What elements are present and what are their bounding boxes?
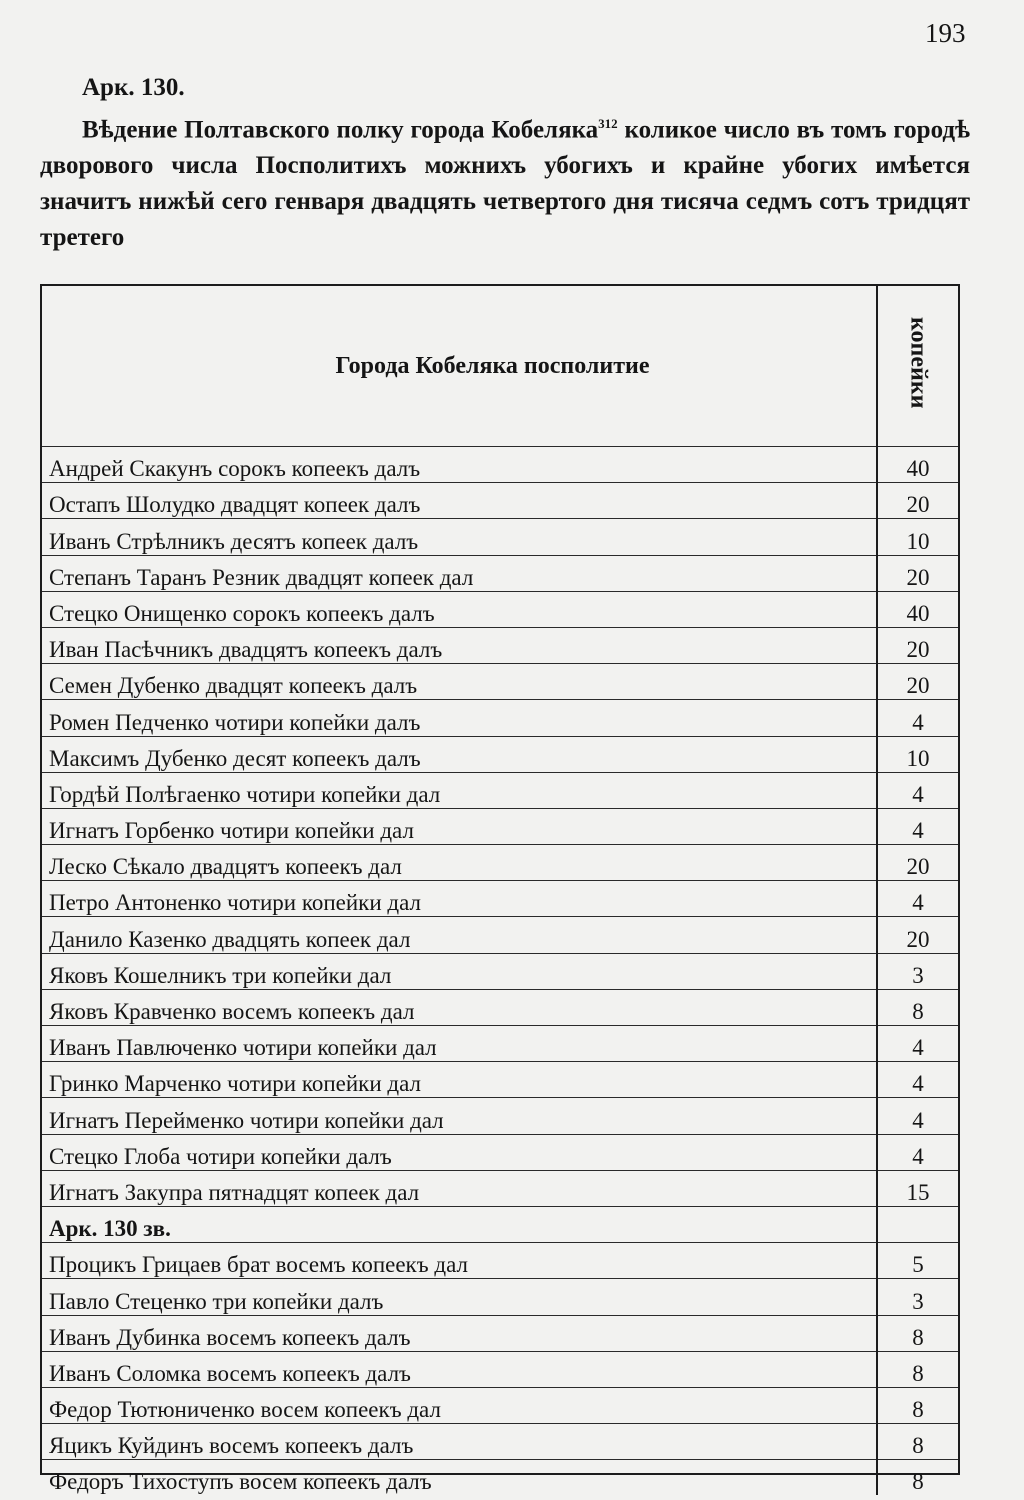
archive-reference-2: Арк. 130 зв. xyxy=(42,1206,877,1242)
person-entry: Иван Пасѣчникъ двадцятъ копеекъ далъ xyxy=(42,627,877,663)
person-entry: Стецко Онищенко сорокъ копеекъ далъ xyxy=(42,591,877,627)
kopecks-amount: 10 xyxy=(877,519,958,555)
table-row xyxy=(42,808,958,844)
table-row xyxy=(42,1315,958,1351)
kopecks-amount: 20 xyxy=(877,627,958,663)
kopecks-amount-empty xyxy=(877,1206,958,1242)
kopecks-amount: 20 xyxy=(877,664,958,700)
person-entry: Игнатъ Закупра пятнадцят копеек дал xyxy=(42,1170,877,1206)
table-row xyxy=(42,447,958,483)
person-entry: Игнатъ Перейменко чотири копейки дал xyxy=(42,1098,877,1134)
kopecks-amount: 4 xyxy=(877,1062,958,1098)
person-entry: Семен Дубенко двадцят копеекъ далъ xyxy=(42,664,877,700)
table-row xyxy=(42,1460,958,1496)
person-entry: Яцикъ Куйдинъ восемъ копеекъ далъ xyxy=(42,1424,877,1460)
kopecks-amount: 15 xyxy=(877,1170,958,1206)
person-entry: Стецко Глоба чотири копейки далъ xyxy=(42,1134,877,1170)
table-header-row xyxy=(42,286,958,447)
table-row xyxy=(42,881,958,917)
footnote-marker: 312 xyxy=(598,116,618,131)
person-entry: Максимъ Дубенко десят копеекъ далъ xyxy=(42,736,877,772)
table-row xyxy=(42,591,958,627)
kopecks-amount: 4 xyxy=(877,772,958,808)
document-heading xyxy=(40,70,970,256)
kopecks-amount: 3 xyxy=(877,1279,958,1315)
table-row xyxy=(42,989,958,1025)
table-row xyxy=(42,1243,958,1279)
page-number: 193 xyxy=(925,18,966,48)
kopecks-amount: 8 xyxy=(877,1315,958,1351)
title-start: Вѣдение Полтавского полку города Кобеляка xyxy=(82,116,599,144)
person-entry: Иванъ Стрѣлникъ десятъ копеек далъ xyxy=(42,519,877,555)
archive-reference: Арк. 130. xyxy=(82,74,185,101)
table-row xyxy=(42,1062,958,1098)
person-entry: Гордѣй Полѣгаенко чотири копейки дал xyxy=(42,772,877,808)
table-row xyxy=(42,1098,958,1134)
person-entry: Ромен Педченко чотири копейки далъ xyxy=(42,700,877,736)
person-entry: Павло Стеценко три копейки далъ xyxy=(42,1279,877,1315)
table-row xyxy=(42,627,958,663)
table-row xyxy=(42,555,958,591)
kopecks-amount: 40 xyxy=(877,447,958,483)
kopecks-amount: 40 xyxy=(877,591,958,627)
table-row xyxy=(42,1387,958,1423)
person-entry: Остапъ Шолудко двадцят копеек далъ xyxy=(42,483,877,519)
person-entry: Петро Антоненко чотири копейки дал xyxy=(42,881,877,917)
table-row xyxy=(42,953,958,989)
kopecks-amount: 20 xyxy=(877,845,958,881)
kopecks-amount: 8 xyxy=(877,989,958,1025)
table-row xyxy=(42,736,958,772)
kopecks-amount: 20 xyxy=(877,555,958,591)
census-table xyxy=(40,284,960,1495)
person-entry: Федор Тютюниченко восем копеекъ дал xyxy=(42,1387,877,1423)
kopecks-amount: 8 xyxy=(877,1460,958,1496)
table-row xyxy=(42,845,958,881)
title-rest: коликое число въ томъ городѣ дворового числа Посполитихъ можнихъ убогихъ и крайне убогих имѣется значитъ нижѣй сего генваря двадцять четвертого дня тисяча седмъ сотъ тридцят третего xyxy=(40,116,970,252)
table-row xyxy=(42,519,958,555)
kopecks-amount: 5 xyxy=(877,1243,958,1279)
kopecks-amount: 4 xyxy=(877,1098,958,1134)
person-entry: Федоръ Тихоступъ восем копеекъ далъ xyxy=(49,1469,432,1495)
kopecks-amount: 4 xyxy=(877,700,958,736)
table-row xyxy=(42,1351,958,1387)
table-row xyxy=(42,1424,958,1460)
kopecks-amount: 20 xyxy=(877,483,958,519)
kopecks-amount: 4 xyxy=(877,1134,958,1170)
kopecks-amount: 10 xyxy=(877,736,958,772)
person-entry: Данило Казенко двадцять копеек дал xyxy=(42,917,877,953)
table-row xyxy=(42,1170,958,1206)
person-entry: Андрей Скакунъ сорокъ копеекъ далъ xyxy=(42,447,877,483)
kopecks-amount: 3 xyxy=(877,953,958,989)
person-entry: Иванъ Павлюченко чотири копейки дал xyxy=(42,1026,877,1062)
table-row xyxy=(42,1134,958,1170)
table-row xyxy=(42,483,958,519)
person-entry: Яковъ Кравченко восемъ копеекъ дал xyxy=(42,989,877,1025)
table-row xyxy=(42,664,958,700)
kopecks-amount: 4 xyxy=(877,881,958,917)
kopecks-amount: 8 xyxy=(877,1387,958,1423)
kopecks-amount: 8 xyxy=(877,1351,958,1387)
table-row xyxy=(42,1026,958,1062)
column-header-kopecks: копейки xyxy=(905,317,932,409)
person-entry: Яковъ Кошелникъ три копейки дал xyxy=(42,953,877,989)
document-title xyxy=(40,106,970,256)
person-entry: Леско Сѣкало двадцятъ копеекъ дал xyxy=(42,845,877,881)
person-entry: Иванъ Соломка восемъ копеекъ далъ xyxy=(42,1351,877,1387)
kopecks-amount: 20 xyxy=(877,917,958,953)
table-row xyxy=(42,700,958,736)
kopecks-amount: 4 xyxy=(877,808,958,844)
person-entry: Гринко Марченко чотири копейки дал xyxy=(42,1062,877,1098)
kopecks-amount: 8 xyxy=(877,1424,958,1460)
table-row xyxy=(42,917,958,953)
person-entry: Степанъ Таранъ Резник двадцят копеек дал xyxy=(42,555,877,591)
person-entry: Процикъ Грицаев брат восемъ копеекъ дал xyxy=(42,1243,877,1279)
table-row xyxy=(42,1279,958,1315)
archive-section-row xyxy=(42,1206,958,1242)
person-entry: Иванъ Дубинка восемъ копеекъ далъ xyxy=(42,1315,877,1351)
section-title: Города Кобеляка посполитие xyxy=(335,352,650,379)
table-row xyxy=(42,772,958,808)
kopecks-amount: 4 xyxy=(877,1026,958,1062)
person-entry: Игнатъ Горбенко чотири копейки дал xyxy=(42,808,877,844)
